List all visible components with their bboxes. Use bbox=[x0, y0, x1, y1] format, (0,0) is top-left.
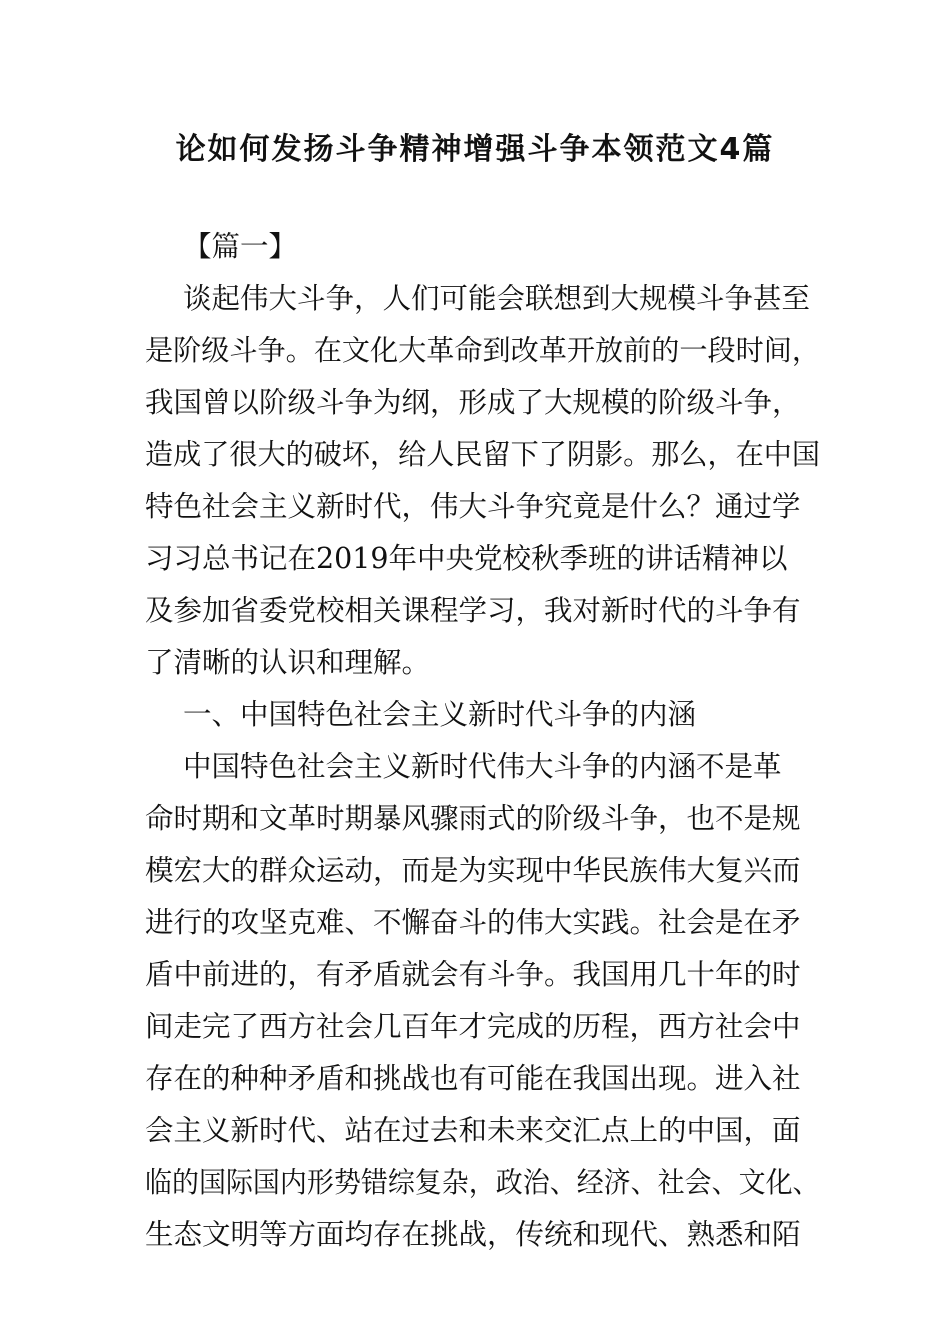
body-line: 谈起伟大斗争，人们可能会联想到大规模斗争甚至 bbox=[183, 282, 811, 315]
body-line: 生态文明等方面均存在挑战，传统和现代、熟悉和陌 bbox=[145, 1218, 801, 1251]
body-line: 盾中前进的，有矛盾就会有斗争。我国用几十年的时 bbox=[145, 958, 801, 991]
body-line: 会主义新时代、站在过去和未来交汇点上的中国，面 bbox=[145, 1114, 801, 1147]
document-title: 论如何发扬斗争精神增强斗争本领范文4篇 bbox=[175, 132, 775, 167]
subsection-heading: 一、中国特色社会主义新时代斗争的内涵 bbox=[183, 698, 697, 731]
section-heading-part-one: 【篇一】 bbox=[183, 230, 298, 263]
body-line: 习习总书记在2019年中央党校秋季班的讲话精神以 bbox=[145, 542, 788, 575]
body-line: 临的国际国内形势错综复杂，政治、经济、社会、文化、 bbox=[145, 1166, 820, 1199]
body-line: 特色社会主义新时代，伟大斗争究竟是什么？通过学 bbox=[145, 490, 801, 523]
body-line: 我国曾以阶级斗争为纲，形成了大规模的阶级斗争， bbox=[145, 386, 801, 419]
body-line: 了清晰的认识和理解。 bbox=[145, 646, 431, 679]
body-line: 存在的种种矛盾和挑战也有可能在我国出现。进入社 bbox=[145, 1062, 801, 1095]
body-line: 进行的攻坚克难、不懈奋斗的伟大实践。社会是在矛 bbox=[145, 906, 801, 939]
body-line: 造成了很大的破坏，给人民留下了阴影。那么，在中国 bbox=[145, 438, 821, 471]
body-line: 及参加省委党校相关课程学习，我对新时代的斗争有 bbox=[145, 594, 801, 627]
body-line: 是阶级斗争。在文化大革命到改革开放前的一段时间， bbox=[145, 334, 821, 367]
body-line: 命时期和文革时期暴风骤雨式的阶级斗争，也不是规 bbox=[145, 802, 801, 835]
body-line: 中国特色社会主义新时代伟大斗争的内涵不是革 bbox=[183, 750, 782, 783]
body-line: 模宏大的群众运动，而是为实现中华民族伟大复兴而 bbox=[145, 854, 801, 887]
body-line: 间走完了西方社会几百年才完成的历程，西方社会中 bbox=[145, 1010, 801, 1043]
